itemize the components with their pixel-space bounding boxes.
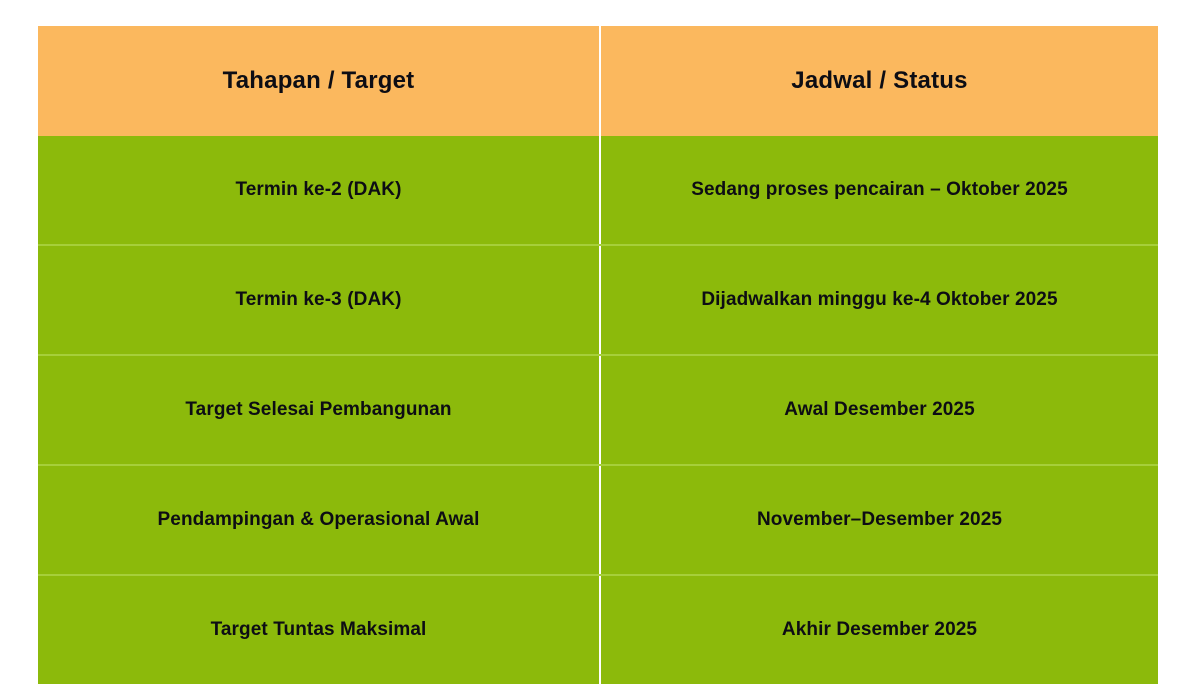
table-row bbox=[38, 575, 1158, 684]
cell-tahapan: Target Selesai Pembangunan bbox=[38, 355, 600, 465]
cell-tahapan: Target Tuntas Maksimal bbox=[38, 575, 600, 684]
cell-jadwal: Awal Desember 2025 bbox=[600, 355, 1158, 465]
cell-tahapan: Termin ke-2 (DAK) bbox=[38, 136, 600, 245]
cell-jadwal: November–Desember 2025 bbox=[600, 465, 1158, 575]
table-header-row bbox=[38, 26, 1158, 136]
table-row bbox=[38, 245, 1158, 355]
cell-jadwal: Sedang proses pencairan – Oktober 2025 bbox=[600, 136, 1158, 245]
cell-jadwal: Akhir Desember 2025 bbox=[600, 575, 1158, 684]
column-header-tahapan: Tahapan / Target bbox=[38, 26, 600, 136]
cell-jadwal: Dijadwalkan minggu ke-4 Oktober 2025 bbox=[600, 245, 1158, 355]
table-row bbox=[38, 465, 1158, 575]
table-body bbox=[38, 136, 1158, 684]
schedule-table bbox=[38, 26, 1158, 684]
table-row bbox=[38, 136, 1158, 245]
cell-tahapan: Termin ke-3 (DAK) bbox=[38, 245, 600, 355]
column-header-jadwal: Jadwal / Status bbox=[600, 26, 1158, 136]
table-header bbox=[38, 26, 1158, 136]
cell-tahapan: Pendampingan & Operasional Awal bbox=[38, 465, 600, 575]
table-row bbox=[38, 355, 1158, 465]
